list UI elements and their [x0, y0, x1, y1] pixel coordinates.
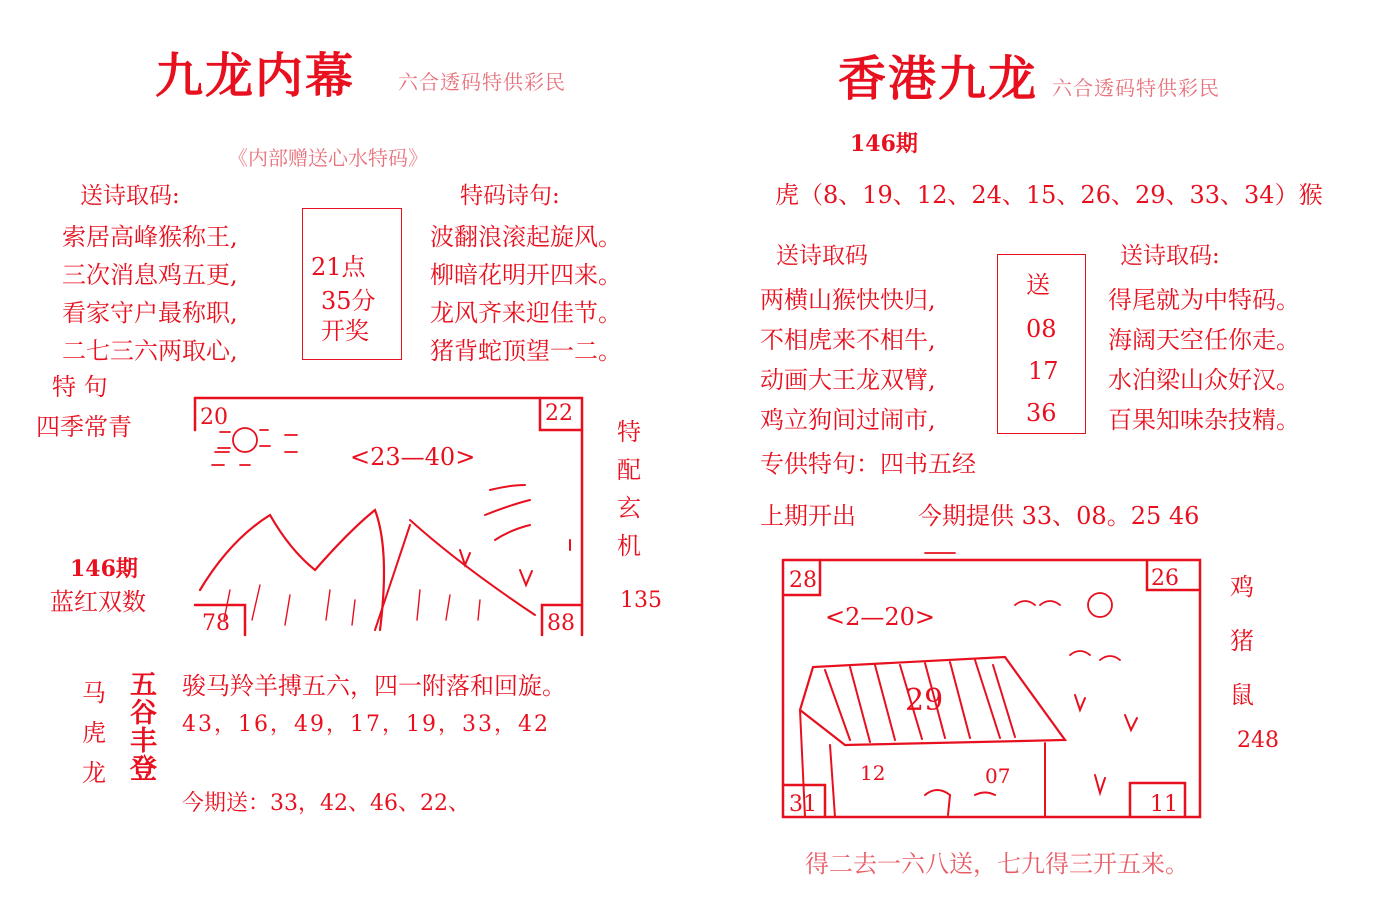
send-box-num: 36: [1026, 399, 1057, 427]
sketch-bl: 78: [202, 611, 230, 636]
left-inner-note: 《内部赠送心水特码》: [228, 146, 428, 170]
send-box-num: 17: [1028, 357, 1059, 385]
sketch-tr: 22: [545, 401, 573, 426]
right-poem: [760, 280, 936, 440]
sketch-range: <2—20>: [825, 603, 936, 631]
color-hint: 蓝红双数: [50, 588, 146, 616]
send-box-num: 08: [1026, 315, 1057, 343]
right-period: 146期: [850, 131, 918, 157]
sketch-range: <23—40>: [350, 443, 476, 471]
tegou-label: 特 句: [52, 373, 108, 401]
today-send: 今期送：33，42、46、22、: [182, 791, 470, 816]
tiger-line: 虎（8、19、12、24、15、26、29、33、34）猴: [775, 181, 1323, 209]
right-poem-right-line: 水泊梁山众好汉。: [1108, 366, 1300, 394]
right-poem-right-line: 百果知味杂技精。: [1108, 406, 1300, 434]
sketch-br: 88: [547, 611, 575, 636]
sketch-tl: 20: [200, 405, 228, 430]
left-poem-right-line: 波翻浪滚起旋风。: [430, 223, 622, 251]
right-poem-header: 送诗取码: [776, 243, 868, 269]
left-poem-line: 三次消息鸡五更,: [62, 261, 238, 289]
slogan-char: 丰: [130, 726, 157, 757]
sketch-br: 11: [1150, 792, 1178, 817]
sketch-tr: 26: [1151, 566, 1179, 591]
right-poem-right-line: 得尾就为中特码。: [1108, 286, 1300, 314]
right-subtitle: 六合透码特供彩民: [1052, 76, 1220, 100]
left-poem-header: 送诗取码:: [80, 183, 180, 209]
sketch-bl: 31: [789, 792, 817, 817]
left-poem-line: 二七三六两取心,: [62, 337, 238, 365]
slogan-char: 登: [130, 754, 157, 785]
left-poem: [62, 218, 238, 370]
zodiac-item: 龙: [82, 759, 106, 787]
right-title: 香港九龙: [838, 51, 1039, 107]
right-side-number: 248: [1237, 728, 1279, 753]
side-char: 配: [617, 456, 641, 484]
left-side-vertical: [617, 413, 641, 565]
right-poem-right-line: 海阔天空任你走。: [1108, 326, 1300, 354]
side-char: 机: [617, 532, 641, 560]
last-period: 上期开出: [760, 502, 856, 530]
side-char: 猪: [1230, 627, 1254, 655]
zodiac-item: 马: [82, 679, 106, 707]
slogan-char: 五: [130, 670, 157, 701]
special-phrase: 专供特句：四书五经: [760, 450, 976, 478]
house-sketch: [775, 545, 1205, 825]
this-period: 今期提供 33、08。25 46: [918, 502, 1200, 530]
left-poem-right: [430, 218, 622, 370]
side-char: 鸡: [1230, 573, 1254, 601]
left-poem-right-header: 特码诗句:: [460, 183, 560, 209]
right-poem-line: 两横山猴快快归,: [760, 286, 936, 314]
right-poem-line: 动画大王龙双臂,: [760, 366, 936, 394]
right-side-vertical: [1230, 560, 1254, 722]
side-char: 特: [617, 418, 641, 446]
send-box-label: 送: [1026, 271, 1050, 299]
roof-number: 29: [905, 683, 944, 718]
left-title: 九龙内幕: [155, 48, 356, 104]
left-poem-right-line: 柳暗花明开四来。: [430, 261, 622, 289]
right-footer: 得二去一六八送，七九得三开五来。: [805, 850, 1189, 878]
right-poem-right-header: 送诗取码:: [1120, 243, 1220, 269]
draw-time-box: [302, 208, 402, 360]
zodiac-list: [82, 673, 106, 793]
wall-number: 12: [860, 761, 886, 785]
left-period: 146期: [70, 556, 138, 582]
left-poem-right-line: 猪背蛇顶望一二。: [430, 337, 622, 365]
right-poem-line: 鸡立狗间过闹市,: [760, 406, 936, 434]
sketch-tl: 28: [789, 568, 817, 593]
left-poem-line: 索居高峰猴称王,: [62, 223, 238, 251]
side-char: 鼠: [1230, 681, 1254, 709]
right-poem-right: [1108, 280, 1300, 440]
left-poem-right-line: 龙风齐来迎佳节。: [430, 299, 622, 327]
draw-time-label: 开奖: [321, 317, 369, 345]
right-poem-line: 不相虎来不相牛,: [760, 326, 936, 354]
slogan-vertical: [130, 672, 157, 784]
slogan-char: 谷: [130, 698, 157, 729]
tegou-text: 四季常青: [36, 413, 132, 441]
send-box: [997, 254, 1086, 434]
wall-number: 07: [985, 764, 1011, 788]
left-poem-line: 看家守户最称职,: [62, 299, 238, 327]
side-char: 玄: [617, 494, 641, 522]
draw-time-hour: 21点: [311, 253, 366, 281]
left-numbers: 43，16，49，17，19，33，42: [182, 712, 550, 737]
left-subtitle: 六合透码特供彩民: [398, 70, 566, 94]
zodiac-item: 虎: [82, 719, 106, 747]
left-side-number: 135: [620, 588, 662, 613]
left-verse: 骏马羚羊搏五六，四一附落和回旋。: [182, 672, 566, 700]
draw-time-minute: 35分: [321, 287, 376, 315]
mountain-sketch: [190, 390, 590, 640]
